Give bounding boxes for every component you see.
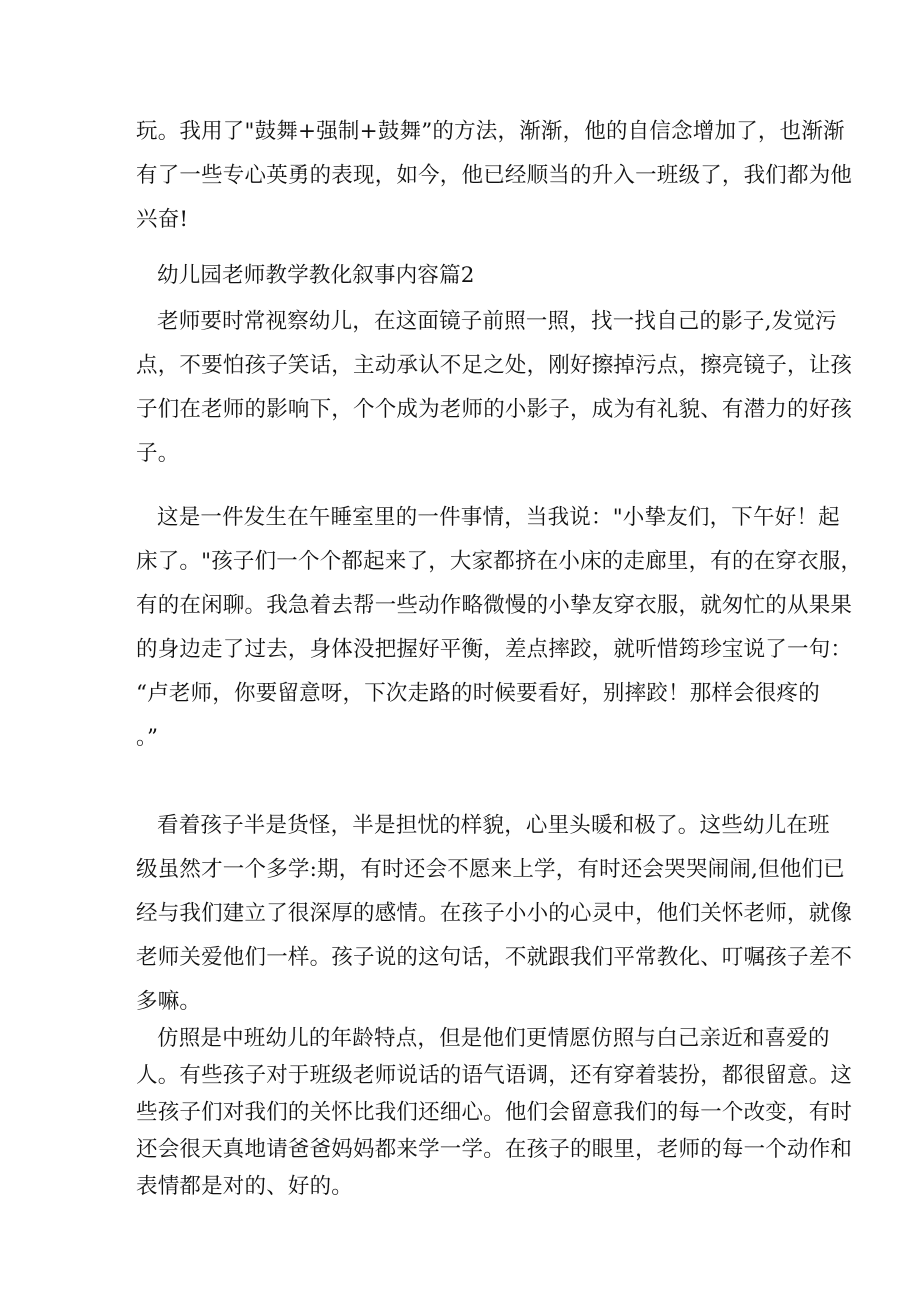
heading-text: 幼儿园老师教学教化叙事内容篇2 — [157, 263, 475, 288]
text-line: 床了。"孩子们一个个都起来了，大家都挤在小床的走廊里，有的在穿衣服， — [136, 549, 863, 574]
text-line: 老师关爱他们一样。孩子说的这句话，不就跟我们平常教化、叮嘱孩子差不 — [136, 945, 853, 970]
text-line: 子们在老师的影响下，个个成为老师的小影子，成为有礼貌、有潜力的好孩 — [136, 397, 853, 422]
text-line: 还会很天真地请爸爸妈妈都来学一学。在孩子的眼里，老师的每一个动作和 — [136, 1137, 853, 1162]
text-line: 兴奋! — [136, 207, 189, 232]
paragraph-3 — [136, 496, 863, 760]
text-line: 这是一件发生在午睡室里的一件事情，当我说："小挚友们，下午好！起 — [157, 505, 840, 530]
paragraph-5 — [136, 1020, 853, 1205]
text-line: 的身边走了过去，身体没把握好平衡，差点摔跤，就听惜筠珍宝说了一句： — [136, 637, 853, 662]
text-line: 。” — [136, 725, 159, 750]
text-line: 多嘛。 — [136, 989, 202, 1014]
text-line: 人。有些孩子对于班级老师说话的语气语调，还有穿着装扮，都很留意。这 — [136, 1063, 853, 1088]
text-line: 有的在闲聊。我急着去帮一些动作略微慢的小挚友穿衣服，就匆忙的从果果 — [136, 593, 853, 618]
paragraph-4 — [136, 804, 853, 1024]
text-line: 看着孩子半是货怪，半是担忧的样貌，心里头暖和极了。这些幼儿在班 — [157, 813, 830, 838]
text-line: “卢老师，你要留意呀，下次走路的时候要看好，别摔跤！那样会很疼的 — [136, 681, 820, 706]
text-line: 有了一些专心英勇的表现，如今，他已经顺当的升入一班级了，我们都为他 — [136, 163, 853, 188]
text-line: 玩。我用了"鼓舞+强制+鼓舞”的方法，渐渐，他的自信念增加了，也渐渐 — [136, 119, 845, 144]
text-line: 表情都是对的、好的。 — [136, 1174, 354, 1199]
text-line: 仿照是中班幼儿的年龄特点，但是他们更情愿仿照与白己亲近和喜爱的 — [157, 1026, 830, 1051]
paragraph-1 — [136, 110, 853, 242]
text-line: 子。 — [136, 441, 180, 466]
text-line: 级虽然才一个多学:期，有时还会不愿来上学，有时还会哭哭闹闹,但他们已 — [136, 857, 845, 882]
paragraph-2 — [136, 300, 853, 476]
text-line: 些孩子们对我们的关怀比我们还细心。他们会留意我们的每一个改变，有时 — [136, 1100, 853, 1125]
text-line: 老师要时常视察幼儿，在这面镜子前照一照，找一找自己的影子,发觉污 — [157, 309, 837, 334]
text-line: 点，不要怕孩子笑话，主动承认不足之处，刚好擦掉污点，擦亮镜子，让孩 — [136, 353, 853, 378]
text-line: 经与我们建立了很深厚的感情。在孩子小小的心灵中，他们关怀老师，就像 — [136, 901, 853, 926]
section-heading — [136, 254, 800, 298]
